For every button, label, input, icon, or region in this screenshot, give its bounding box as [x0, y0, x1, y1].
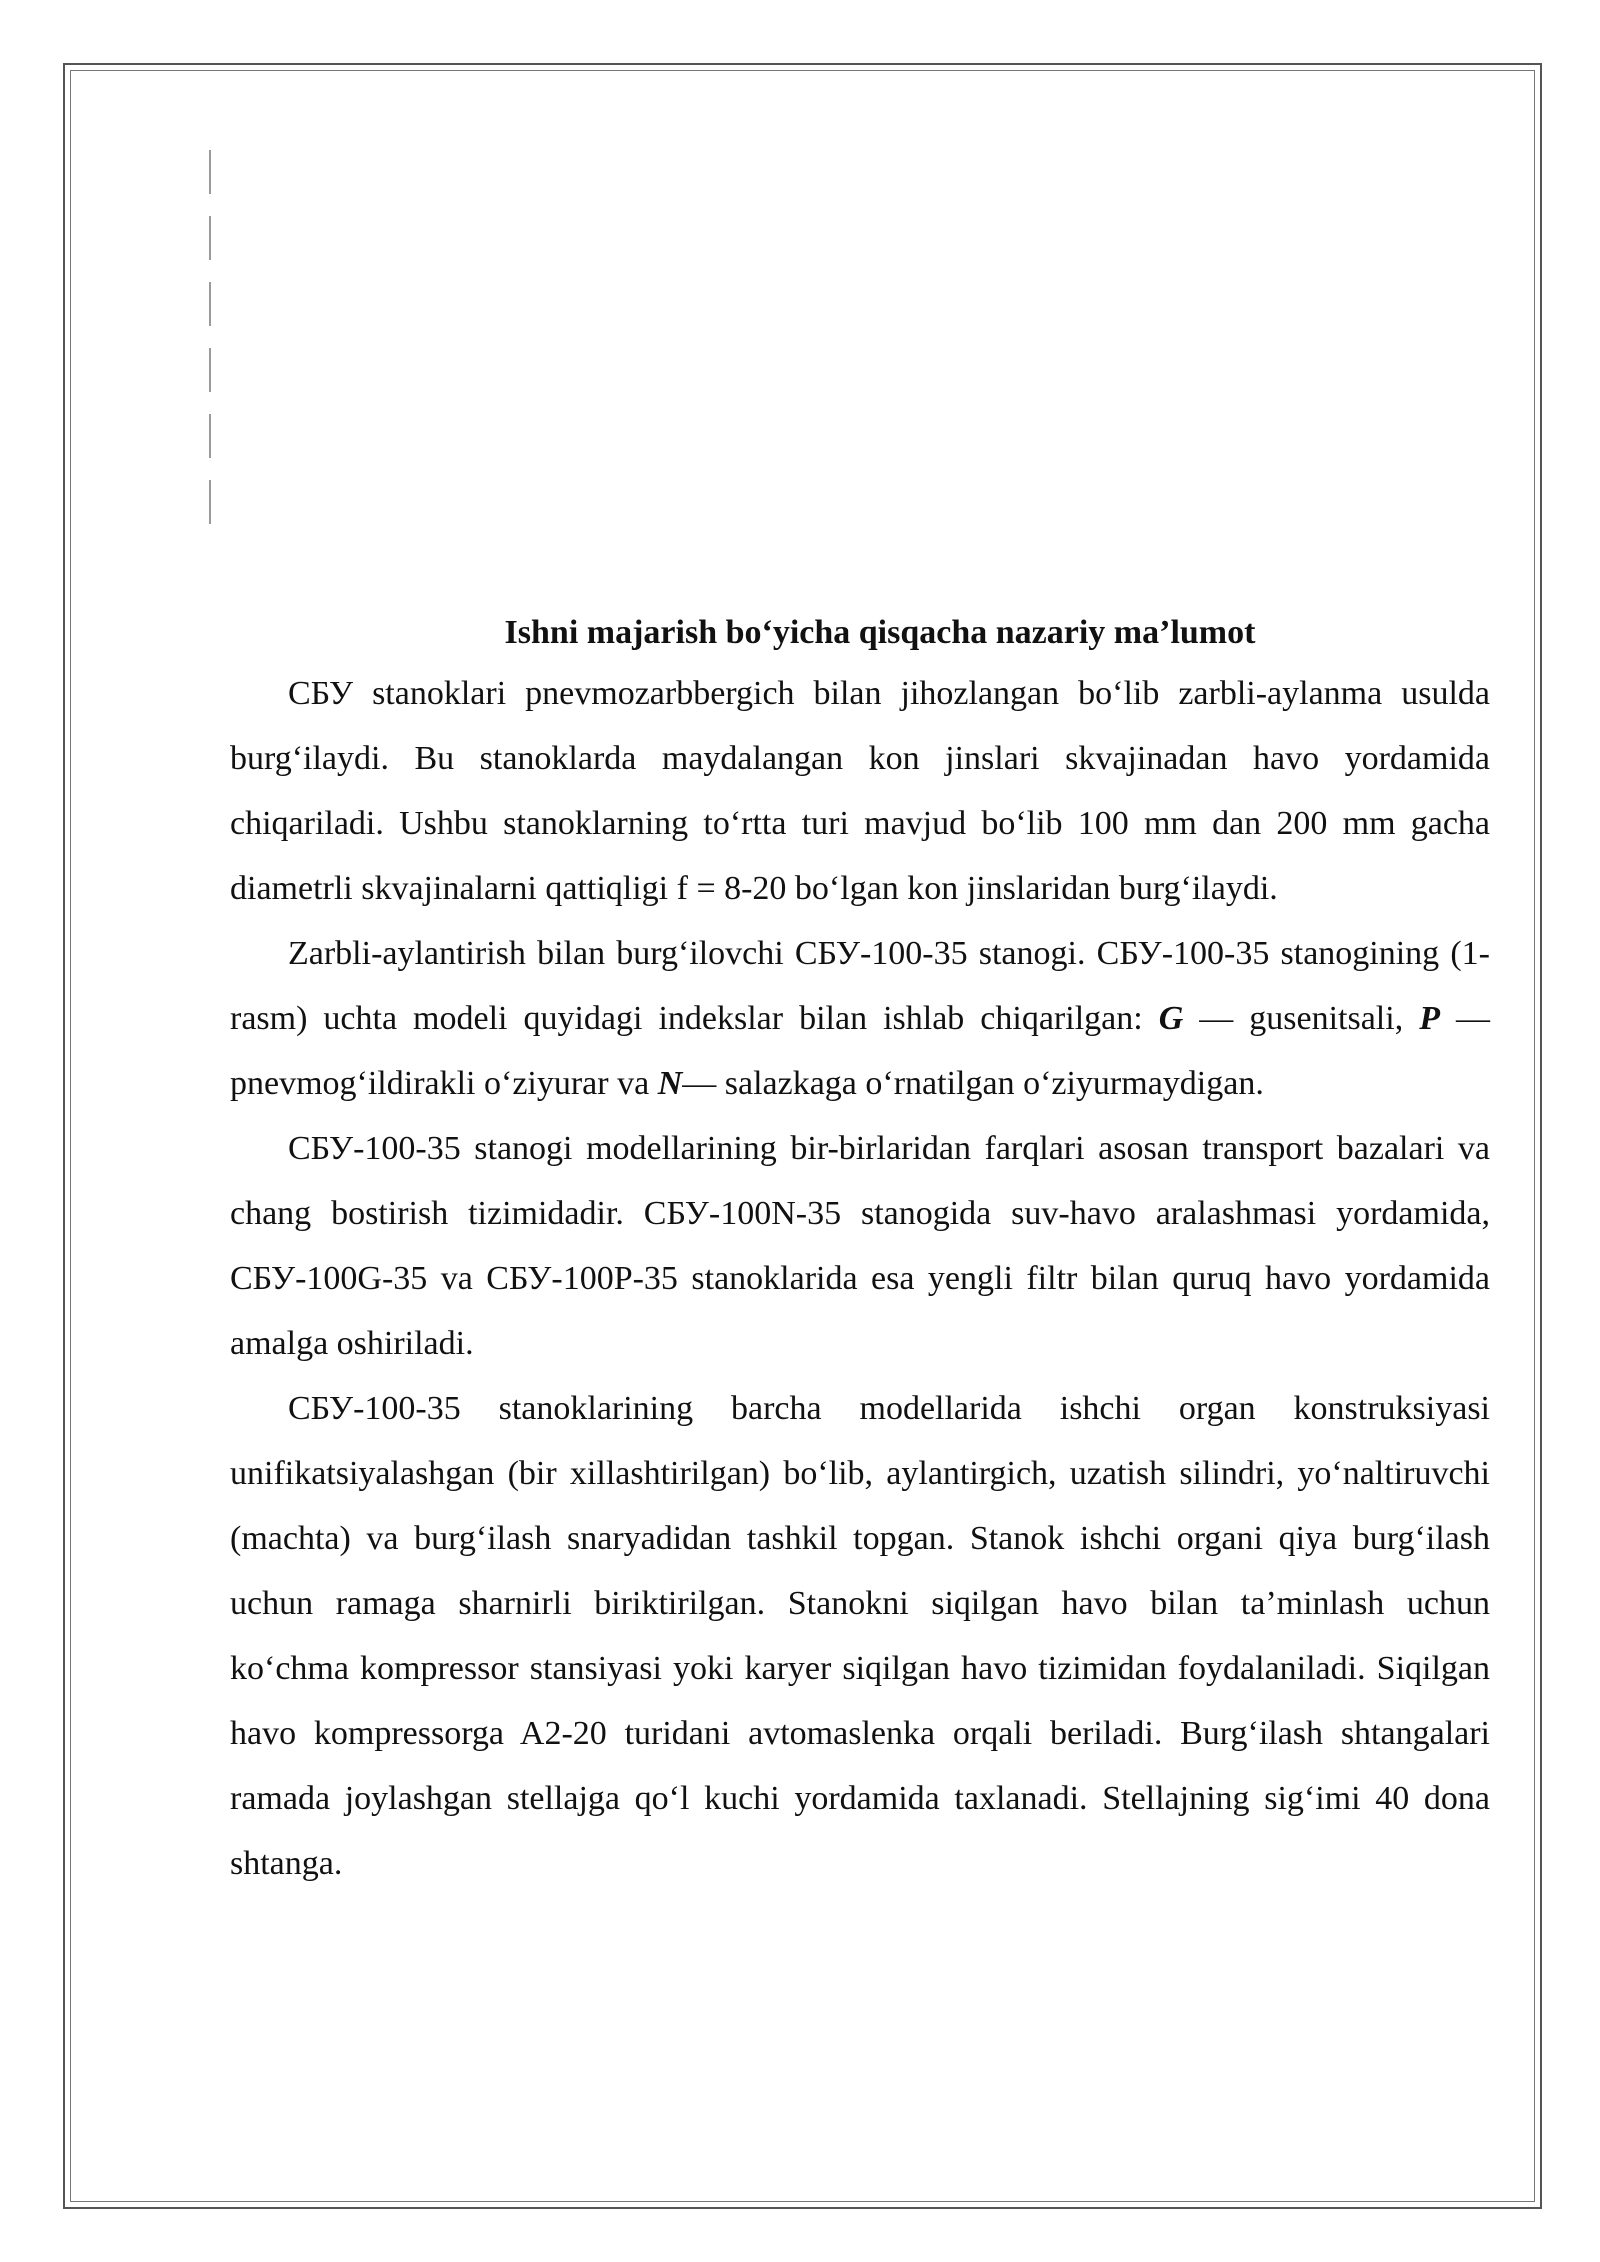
margin-mark	[209, 480, 211, 524]
margin-mark	[209, 414, 211, 458]
margin-marks	[209, 150, 211, 525]
paragraph-3: СБУ-100-35 stanogi modellarining bir-birlaridan farqlari asosan transport bazalari va chang bostirish tizimidadir. СБУ-100N-35 stanogida suv-havo aralashmasi yordamida, СБУ-100G-35 va СБУ-100P-35 stanoklarida esa yengli filtr bilan quruq havo yordamida amalga oshiriladi.	[230, 1130, 1490, 1362]
paragraph-2-text-1: Zarbli-aylantirish bilan burg‘ilovchi СБУ-100-35 stanogi. СБУ-100-35 stanogining (1-rasm) uchta modeli quyidagi indekslar bilan ishlab chiqarilgan:	[230, 935, 1490, 1037]
margin-mark	[209, 216, 211, 260]
margin-mark	[209, 150, 211, 194]
margin-mark	[209, 348, 211, 392]
paragraph-4: СБУ-100-35 stanoklarining barcha modellarida ishchi organ konstruksiyasi unifikatsiyalashgan (bir xillashtirilgan) bo‘lib, aylantirgich, uzatish silindri, yo‘naltiruvchi (machta) va burg‘ilash snaryadidan tashkil topgan. Stanok ishchi organi qiya burg‘ilash uchun ramaga sharnirli biriktirilgan. Stanokni siqilgan havo bilan ta’minlash uchun ko‘chma kompressor stansiyasi yoki karyer siqilgan havo tizimidan foydalaniladi. Siqilgan havo kompressorga A2-20 turidani avtomaslenka orqali beriladi. Burg‘ilash shtangalari ramada joylashgan stellajga qo‘l kuchi yordamida taxlanadi. Stellajning sig‘imi 40 dona shtanga.	[230, 1390, 1490, 1882]
paragraph-2	[230, 921, 1490, 1116]
paragraph-2-text-2: — gusenitsali,	[1183, 1000, 1420, 1037]
document-body	[230, 605, 1490, 1896]
paragraph-2-text-3: — pnevmog‘ildirakli o‘ziyurar va	[230, 1000, 1491, 1102]
index-n: N	[657, 1065, 683, 1102]
index-p: P	[1419, 1000, 1440, 1037]
section-heading: Ishni majarish bo‘yicha qisqacha nazariy ma’lumot	[504, 614, 1256, 651]
paragraph-1: СБУ stanoklari pnevmozarbbergich bilan jihozlangan bo‘lib zarbli-aylanma usulda burg‘ilaydi. Bu stanoklarda maydalangan kon jinslari skvajinadan havo yordamida chiqariladi. Ushbu stanoklarning to‘rtta turi mavjud bo‘lib 100 mm dan 200 mm gacha diametrli skvajinalarni qattiqligi f = 8-20 bo‘lgan kon jinslaridan burg‘ilaydi.	[230, 675, 1490, 907]
margin-mark	[209, 282, 211, 326]
index-g: G	[1158, 1000, 1184, 1037]
paragraph-2-text-4: — salazkaga o‘rnatilgan o‘ziyurmaydigan.	[682, 1065, 1264, 1102]
